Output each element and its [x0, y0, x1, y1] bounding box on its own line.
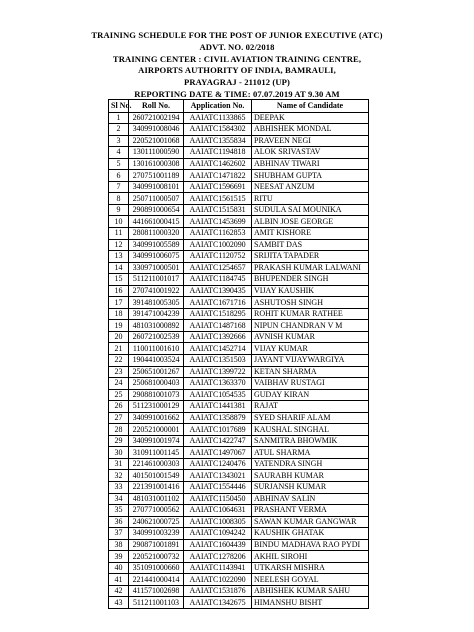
cell-sl-no: 40 — [109, 562, 129, 574]
cell-candidate-name: NIPUN CHANDRAN V M — [252, 320, 369, 332]
cell-candidate-name: PRAVEEN NEGI — [252, 135, 369, 147]
cell-application-no: AAIATC1143941 — [184, 562, 252, 574]
table-row — [109, 435, 369, 447]
cell-roll-no: 340991006075 — [129, 251, 184, 263]
table-row — [109, 585, 369, 597]
table-row — [109, 308, 369, 320]
cell-sl-no: 39 — [109, 551, 129, 563]
cell-application-no: AAIATC1355834 — [184, 135, 252, 147]
cell-roll-no: 401501001549 — [129, 470, 184, 482]
cell-application-no: AAIATC1002090 — [184, 239, 252, 251]
cell-candidate-name: ALOK SRIVASTAV — [252, 147, 369, 159]
cell-roll-no: 270741001922 — [129, 285, 184, 297]
cell-candidate-name: AMIT KISHORE — [252, 227, 369, 239]
table-row — [109, 366, 369, 378]
table-row — [109, 170, 369, 182]
cell-candidate-name: SURJANSH KUMAR — [252, 482, 369, 494]
cell-application-no: AAIATC1017689 — [184, 424, 252, 436]
cell-roll-no: 270771000562 — [129, 505, 184, 517]
cell-candidate-name: PRASHANT VERMA — [252, 505, 369, 517]
cell-candidate-name: UTKARSH MISHRA — [252, 562, 369, 574]
cell-application-no: AAIATC1184745 — [184, 274, 252, 286]
cell-sl-no: 42 — [109, 585, 129, 597]
cell-candidate-name: ABHISHEK MONDAL — [252, 124, 369, 136]
cell-sl-no: 19 — [109, 320, 129, 332]
cell-application-no: AAIATC1453699 — [184, 216, 252, 228]
cell-application-no: AAIATC1497067 — [184, 447, 252, 459]
cell-sl-no: 26 — [109, 401, 129, 413]
table-row — [109, 124, 369, 136]
cell-sl-no: 15 — [109, 274, 129, 286]
table-row — [109, 343, 369, 355]
reporting-date-time: REPORTING DATE & TIME: 07.07.2019 AT 9.30 AM — [134, 88, 340, 99]
cell-sl-no: 37 — [109, 528, 129, 540]
cell-roll-no: 340991001974 — [129, 435, 184, 447]
cell-roll-no: 511231000129 — [129, 401, 184, 413]
cell-application-no: AAIATC1162853 — [184, 227, 252, 239]
cell-roll-no: 260721002539 — [129, 331, 184, 343]
cell-application-no: AAIATC1363370 — [184, 378, 252, 390]
table-row — [109, 297, 369, 309]
cell-candidate-name: SANMITRA BHOWMIK — [252, 435, 369, 447]
cell-roll-no: 290881001073 — [129, 389, 184, 401]
cell-application-no: AAIATC1120752 — [184, 251, 252, 263]
candidate-table — [108, 99, 369, 609]
cell-application-no: AAIATC1392666 — [184, 331, 252, 343]
advt-number: ADVT. NO. 02/2018 — [199, 41, 275, 52]
table-row — [109, 424, 369, 436]
cell-sl-no: 24 — [109, 378, 129, 390]
cell-candidate-name: ABHISHEK KUMAR SAHU — [252, 585, 369, 597]
cell-roll-no: 130161000308 — [129, 158, 184, 170]
table-row — [109, 528, 369, 540]
cell-candidate-name: JAYANT VIJAYWARGIYA — [252, 354, 369, 366]
cell-candidate-name: VAIBHAV RUSTAGI — [252, 378, 369, 390]
cell-application-no: AAIATC1554446 — [184, 482, 252, 494]
cell-sl-no: 4 — [109, 147, 129, 159]
table-row — [109, 331, 369, 343]
cell-sl-no: 5 — [109, 158, 129, 170]
title-line: TRAINING SCHEDULE FOR THE POST OF JUNIOR EXECUTIVE (ATC) — [91, 30, 383, 40]
cell-candidate-name: YATENDRA SINGH — [252, 458, 369, 470]
document-header — [0, 30, 474, 101]
cell-roll-no: 290891000654 — [129, 204, 184, 216]
cell-candidate-name: AKHIL SIROHI — [252, 551, 369, 563]
cell-roll-no: 340991008101 — [129, 181, 184, 193]
cell-candidate-name: SAMBIT DAS — [252, 239, 369, 251]
cell-application-no: AAIATC1487168 — [184, 320, 252, 332]
table-row — [109, 516, 369, 528]
cell-application-no: AAIATC1671716 — [184, 297, 252, 309]
authority-name: AIRPORTS AUTHORITY OF INDIA, BAMRAULI, — [138, 65, 336, 76]
cell-candidate-name: ATUL SHARMA — [252, 447, 369, 459]
cell-sl-no: 21 — [109, 343, 129, 355]
table-row — [109, 251, 369, 263]
table-row — [109, 274, 369, 286]
table-row — [109, 470, 369, 482]
cell-roll-no: 220521001068 — [129, 135, 184, 147]
cell-application-no: AAIATC1278206 — [184, 551, 252, 563]
cell-sl-no: 2 — [109, 124, 129, 136]
cell-application-no: AAIATC1596691 — [184, 181, 252, 193]
cell-roll-no: 221461000303 — [129, 458, 184, 470]
cell-sl-no: 8 — [109, 193, 129, 205]
table-row — [109, 354, 369, 366]
cell-roll-no: 340991005589 — [129, 239, 184, 251]
cell-application-no: AAIATC1194818 — [184, 147, 252, 159]
cell-sl-no: 36 — [109, 516, 129, 528]
table-body — [109, 112, 369, 609]
cell-application-no: AAIATC1022090 — [184, 574, 252, 586]
cell-application-no: AAIATC1604439 — [184, 539, 252, 551]
cell-sl-no: 41 — [109, 574, 129, 586]
cell-application-no: AAIATC1343021 — [184, 470, 252, 482]
cell-sl-no: 22 — [109, 354, 129, 366]
cell-candidate-name: SHUBHAM GUPTA — [252, 170, 369, 182]
cell-application-no: AAIATC1584302 — [184, 124, 252, 136]
cell-application-no: AAIATC1462602 — [184, 158, 252, 170]
cell-application-no: AAIATC1452714 — [184, 343, 252, 355]
cell-roll-no: 340991008046 — [129, 124, 184, 136]
cell-candidate-name: SAURABH KUMAR — [252, 470, 369, 482]
table-row — [109, 227, 369, 239]
cell-roll-no: 190441003524 — [129, 354, 184, 366]
cell-roll-no: 391471004239 — [129, 308, 184, 320]
cell-candidate-name: ASHUTOSH SINGH — [252, 297, 369, 309]
cell-candidate-name: KAUSHAL SINGHAL — [252, 424, 369, 436]
cell-application-no: AAIATC1441381 — [184, 401, 252, 413]
cell-candidate-name: ABHINAV SALIN — [252, 493, 369, 505]
cell-sl-no: 16 — [109, 285, 129, 297]
table-row — [109, 262, 369, 274]
cell-sl-no: 33 — [109, 482, 129, 494]
cell-roll-no: 481031000892 — [129, 320, 184, 332]
cell-candidate-name: ALBIN JOSE GEORGE — [252, 216, 369, 228]
cell-candidate-name: NEELESH GOYAL — [252, 574, 369, 586]
cell-application-no: AAIATC1094242 — [184, 528, 252, 540]
col-header-application-no: Application No. — [184, 100, 252, 113]
table-row — [109, 539, 369, 551]
cell-application-no: AAIATC1254657 — [184, 262, 252, 274]
cell-candidate-name: NEESAT ANZUM — [252, 181, 369, 193]
table-row — [109, 158, 369, 170]
table-row — [109, 204, 369, 216]
cell-roll-no: 511211001017 — [129, 274, 184, 286]
cell-sl-no: 35 — [109, 505, 129, 517]
cell-candidate-name: SUDULA SAI MOUNIKA — [252, 204, 369, 216]
cell-roll-no: 240621000725 — [129, 516, 184, 528]
cell-application-no: AAIATC1351503 — [184, 354, 252, 366]
cell-roll-no: 351091000660 — [129, 562, 184, 574]
cell-sl-no: 38 — [109, 539, 129, 551]
cell-candidate-name: GUDAY KIRAN — [252, 389, 369, 401]
cell-roll-no: 391481005305 — [129, 297, 184, 309]
cell-roll-no: 290871001891 — [129, 539, 184, 551]
cell-sl-no: 12 — [109, 239, 129, 251]
cell-roll-no: 250711000507 — [129, 193, 184, 205]
cell-roll-no: 220521000732 — [129, 551, 184, 563]
cell-candidate-name: DEEPAK — [252, 112, 369, 124]
cell-candidate-name: BINDU MADHAVA RAO PYDI — [252, 539, 369, 551]
cell-application-no: AAIATC1399722 — [184, 366, 252, 378]
cell-sl-no: 7 — [109, 181, 129, 193]
cell-sl-no: 31 — [109, 458, 129, 470]
training-center: TRAINING CENTER : CIVIL AVIATION TRAINING CENTRE, — [112, 53, 362, 64]
cell-sl-no: 11 — [109, 227, 129, 239]
cell-application-no: AAIATC1561515 — [184, 193, 252, 205]
cell-roll-no: 280811000320 — [129, 227, 184, 239]
cell-application-no: AAIATC1342675 — [184, 597, 252, 609]
cell-roll-no: 110011001610 — [129, 343, 184, 355]
cell-roll-no: 511211001103 — [129, 597, 184, 609]
cell-application-no: AAIATC1358879 — [184, 412, 252, 424]
table-row — [109, 378, 369, 390]
cell-sl-no: 18 — [109, 308, 129, 320]
table-row — [109, 574, 369, 586]
cell-roll-no: 221441000414 — [129, 574, 184, 586]
cell-sl-no: 6 — [109, 170, 129, 182]
cell-sl-no: 28 — [109, 424, 129, 436]
cell-roll-no: 220521000001 — [129, 424, 184, 436]
cell-application-no: AAIATC1471822 — [184, 170, 252, 182]
table-row — [109, 135, 369, 147]
cell-application-no: AAIATC1518295 — [184, 308, 252, 320]
cell-sl-no: 23 — [109, 366, 129, 378]
table-row — [109, 216, 369, 228]
col-header-name: Name of Candidate — [252, 100, 369, 113]
cell-application-no: AAIATC1531876 — [184, 585, 252, 597]
cell-candidate-name: AVNISH KUMAR — [252, 331, 369, 343]
cell-sl-no: 25 — [109, 389, 129, 401]
cell-application-no: AAIATC1240476 — [184, 458, 252, 470]
cell-roll-no: 441661000415 — [129, 216, 184, 228]
cell-candidate-name: VIJAY KUMAR — [252, 343, 369, 355]
cell-candidate-name: SRIJITA TAPADER — [252, 251, 369, 263]
table-row — [109, 482, 369, 494]
table-row — [109, 597, 369, 609]
cell-sl-no: 9 — [109, 204, 129, 216]
cell-application-no: AAIATC1054535 — [184, 389, 252, 401]
table-row — [109, 147, 369, 159]
cell-application-no: AAIATC1422747 — [184, 435, 252, 447]
cell-application-no: AAIATC1150450 — [184, 493, 252, 505]
cell-sl-no: 32 — [109, 470, 129, 482]
table-row — [109, 389, 369, 401]
cell-sl-no: 14 — [109, 262, 129, 274]
cell-roll-no: 481031001102 — [129, 493, 184, 505]
cell-sl-no: 10 — [109, 216, 129, 228]
table-row — [109, 458, 369, 470]
cell-candidate-name: HIMANSHU BISHT — [252, 597, 369, 609]
cell-application-no: AAIATC1390435 — [184, 285, 252, 297]
location: PRAYAGRAJ - 211012 (UP) — [184, 77, 290, 88]
cell-candidate-name: RITU — [252, 193, 369, 205]
cell-roll-no: 270751001189 — [129, 170, 184, 182]
cell-sl-no: 20 — [109, 331, 129, 343]
cell-sl-no: 13 — [109, 251, 129, 263]
table-row — [109, 562, 369, 574]
cell-sl-no: 43 — [109, 597, 129, 609]
table-row — [109, 551, 369, 563]
col-header-sl-no: Sl No. — [109, 100, 129, 113]
table-row — [109, 181, 369, 193]
table-row — [109, 493, 369, 505]
cell-sl-no: 34 — [109, 493, 129, 505]
cell-candidate-name: SYED SHARIF ALAM — [252, 412, 369, 424]
cell-candidate-name: KAUSHIK GHATAK — [252, 528, 369, 540]
table-row — [109, 412, 369, 424]
cell-roll-no: 250651001267 — [129, 366, 184, 378]
cell-roll-no: 340991001662 — [129, 412, 184, 424]
cell-sl-no: 17 — [109, 297, 129, 309]
cell-roll-no: 310911001145 — [129, 447, 184, 459]
cell-sl-no: 1 — [109, 112, 129, 124]
cell-candidate-name: KETAN SHARMA — [252, 366, 369, 378]
cell-application-no: AAIATC1008305 — [184, 516, 252, 528]
cell-roll-no: 340991003239 — [129, 528, 184, 540]
cell-roll-no: 330971000501 — [129, 262, 184, 274]
cell-candidate-name: BHUPENDER SINGH — [252, 274, 369, 286]
cell-candidate-name: ABHINAV TIWARI — [252, 158, 369, 170]
cell-application-no: AAIATC1064631 — [184, 505, 252, 517]
cell-candidate-name: VIJAY KAUSHIK — [252, 285, 369, 297]
cell-roll-no: 130111000590 — [129, 147, 184, 159]
table-row — [109, 401, 369, 413]
cell-roll-no: 260721002194 — [129, 112, 184, 124]
cell-candidate-name: ROHIT KUMAR RATHEE — [252, 308, 369, 320]
cell-candidate-name: RAJAT — [252, 401, 369, 413]
cell-application-no: AAIATC1515831 — [184, 204, 252, 216]
col-header-roll-no: Roll No. — [129, 100, 184, 113]
table-row — [109, 239, 369, 251]
cell-sl-no: 3 — [109, 135, 129, 147]
cell-roll-no: 411571002698 — [129, 585, 184, 597]
table-row — [109, 447, 369, 459]
table-row — [109, 193, 369, 205]
cell-roll-no: 221391001416 — [129, 482, 184, 494]
table-row — [109, 112, 369, 124]
table-row — [109, 285, 369, 297]
cell-sl-no: 30 — [109, 447, 129, 459]
cell-candidate-name: SAWAN KUMAR GANGWAR — [252, 516, 369, 528]
table-row — [109, 320, 369, 332]
table-header-row — [109, 100, 369, 113]
cell-application-no: AAIATC1133865 — [184, 112, 252, 124]
cell-candidate-name: PRAKASH KUMAR LALWANI — [252, 262, 369, 274]
cell-sl-no: 29 — [109, 435, 129, 447]
cell-roll-no: 250681000403 — [129, 378, 184, 390]
cell-sl-no: 27 — [109, 412, 129, 424]
table-row — [109, 505, 369, 517]
